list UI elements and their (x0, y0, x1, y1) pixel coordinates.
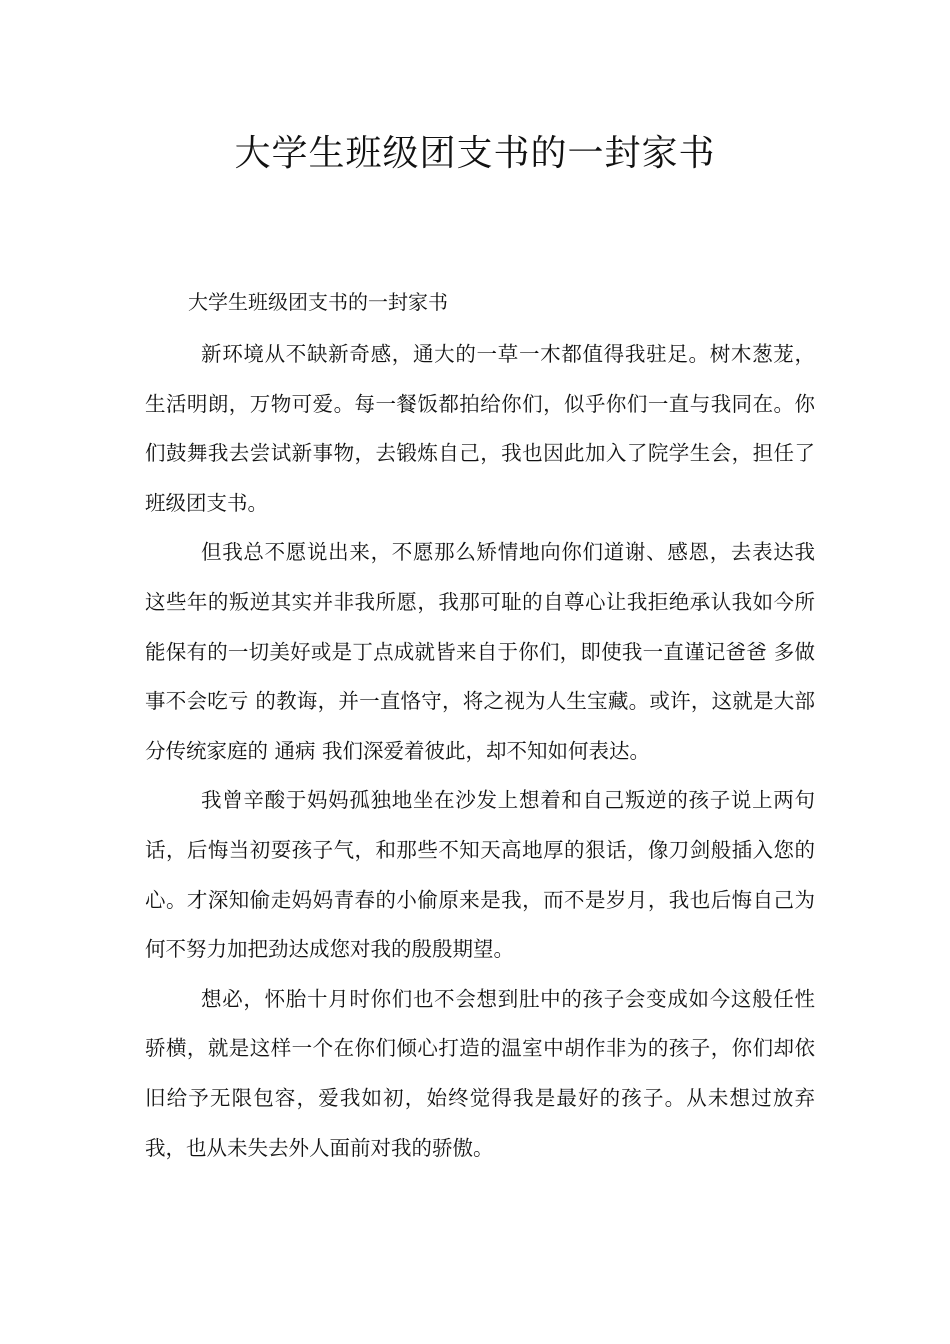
paragraph-4: 想必，怀胎十月时你们也不会想到肚中的孩子会变成如今这般任性骄横，就是这样一个在你们倾心打造的温室中胡作非为的孩子，你们却依旧给予无限包容，爱我如初，始终觉得我是最好的孩子。从未想过放弃我，也从未失去外人面前对我的骄傲。 (145, 986, 815, 1160)
document-body (145, 330, 815, 1173)
document-title: 大学生班级团支书的一封家书 (234, 133, 716, 174)
paragraph-2: 但我总不愿说出来，不愿那么矫情地向你们道谢、感恩，去表达我这些年的叛逆其实并非我所愿，我那可耻的自尊心让我拒绝承认我如今所能保有的一切美好或是丁点成就皆来自于你们，即使我一直谨记爸爸 多做事不会吃亏 的教诲，并一直恪守，将之视为人生宝藏。或许，这就是大部分传统家庭的 通病 我们深爱着彼此，却不知如何表达。 (145, 540, 815, 763)
document-subtitle: 大学生班级团支书的一封家书 (188, 290, 448, 314)
paragraph-3: 我曾辛酸于妈妈孤独地坐在沙发上想着和自己叛逆的孩子说上两句话，后悔当初耍孩子气，和那些不知天高地厚的狠话，像刀剑般插入您的心。才深知偷走妈妈青春的小偷原来是我，而不是岁月，我也后悔自己为何不努力加把劲达成您对我的殷殷期望。 (145, 788, 815, 962)
paragraph-1: 新环境从不缺新奇感，通大的一草一木都值得我驻足。树木葱茏，生活明朗，万物可爱。每一餐饭都拍给你们，似乎你们一直与我同在。你们鼓舞我去尝试新事物，去锻炼自己，我也因此加入了院学生会，担任了班级团支书。 (145, 342, 815, 515)
